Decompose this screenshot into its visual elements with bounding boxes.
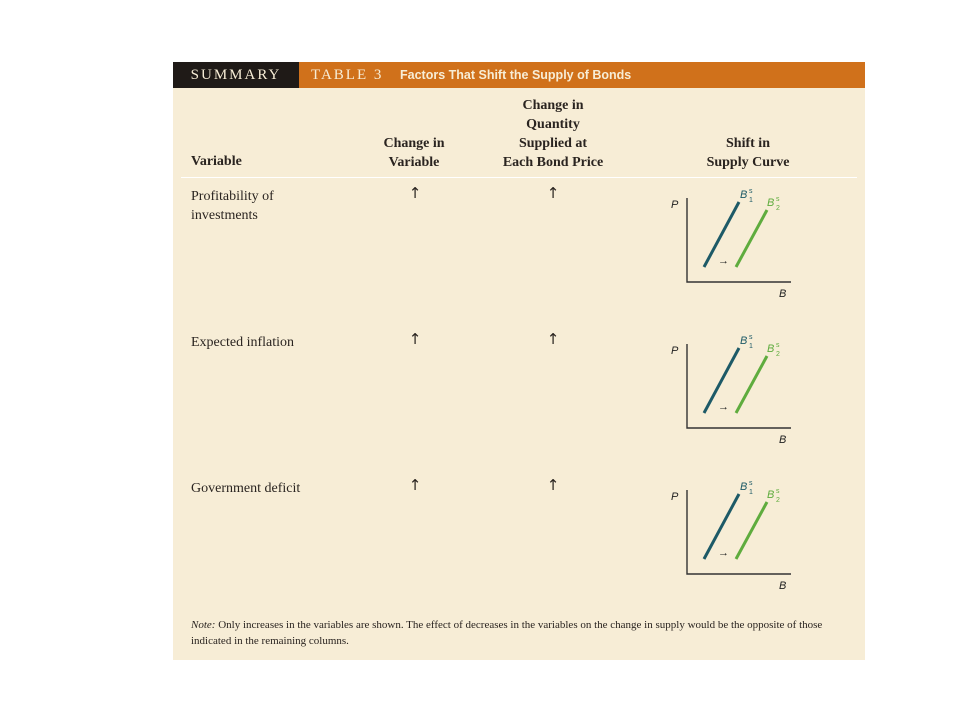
curve-2-sub: 2 xyxy=(776,351,780,358)
up-arrow-icon: ↑ xyxy=(408,184,422,202)
row-label-expected-inflation xyxy=(191,333,351,352)
up-arrow-icon: ↑ xyxy=(546,476,560,494)
curve-2-label: B xyxy=(767,343,775,355)
row-label-government-deficit xyxy=(191,479,351,498)
curve-1-sup: s xyxy=(749,334,753,341)
x-axis-label: B xyxy=(779,434,787,446)
curve-2-sup: s xyxy=(776,488,780,495)
supply-shift-graph xyxy=(663,182,803,302)
x-axis-label: B xyxy=(779,288,787,300)
col-header-variable xyxy=(191,152,242,171)
supply-curve-2 xyxy=(736,356,767,413)
summary-label: SUMMARY xyxy=(173,62,299,88)
curve-1-label: B xyxy=(740,189,748,201)
row-label-line: Government deficit xyxy=(191,481,301,496)
y-axis-label: P xyxy=(671,199,679,211)
up-arrow-icon: ↑ xyxy=(408,330,422,348)
curve-2-sub: 2 xyxy=(776,205,780,212)
curve-1-label: B xyxy=(740,335,748,347)
table-title-bar xyxy=(173,62,865,88)
note-lead: Note: xyxy=(191,619,216,631)
table-number: TABLE 3 xyxy=(311,67,384,83)
curve-2-sub: 2 xyxy=(776,497,780,504)
col-header-quantity-line2: Quantity xyxy=(526,117,580,132)
x-axis-label: B xyxy=(779,580,787,592)
col-header-change-in-quantity xyxy=(483,96,623,172)
supply-shift-graph xyxy=(663,474,803,594)
curve-1-label: B xyxy=(740,481,748,493)
shift-arrow-icon: → xyxy=(718,401,729,413)
col-header-change-line2: Variable xyxy=(388,155,440,170)
supply-curve-2 xyxy=(736,502,767,559)
up-arrow-icon: ↑ xyxy=(546,330,560,348)
col-header-shift-line1: Shift in xyxy=(726,136,770,151)
col-header-change-in-variable xyxy=(369,134,459,172)
y-axis-label: P xyxy=(671,345,679,357)
curve-2-sup: s xyxy=(776,342,780,349)
header-divider xyxy=(181,177,857,178)
col-header-change-line1: Change in xyxy=(383,136,445,151)
curve-1-sub: 1 xyxy=(749,489,753,496)
y-axis-label: P xyxy=(671,491,679,503)
col-header-shift xyxy=(683,134,813,172)
shift-arrow-icon: → xyxy=(718,547,729,559)
table-note xyxy=(191,617,851,649)
up-arrow-icon: ↑ xyxy=(408,476,422,494)
row-label-profitability xyxy=(191,187,351,225)
up-arrow-icon: ↑ xyxy=(546,184,560,202)
curve-1-sup: s xyxy=(749,480,753,487)
col-header-variable-text: Variable xyxy=(191,154,242,169)
curve-1-sub: 1 xyxy=(749,343,753,350)
shift-arrow-icon: → xyxy=(718,255,729,267)
curve-2-sup: s xyxy=(776,196,780,203)
table-title: Factors That Shift the Supply of Bonds xyxy=(400,68,632,82)
col-header-shift-line2: Supply Curve xyxy=(706,155,790,170)
row-label-line: Expected inflation xyxy=(191,335,295,350)
row-label-line: Profitability of xyxy=(191,189,274,204)
supply-curve-2 xyxy=(736,210,767,267)
row-label-line: investments xyxy=(191,208,258,223)
curve-1-sup: s xyxy=(749,188,753,195)
curve-2-label: B xyxy=(767,197,775,209)
note-text: Only increases in the variables are shown. The effect of decreases in the variables on the change in supply would be the opposite of those indicated in the remaining columns. xyxy=(191,619,823,647)
curve-2-label: B xyxy=(767,489,775,501)
curve-1-sub: 1 xyxy=(749,197,753,204)
summary-table-panel xyxy=(173,62,865,660)
supply-shift-graph xyxy=(663,328,803,448)
col-header-quantity-line4: Each Bond Price xyxy=(502,155,604,170)
col-header-quantity-line1: Change in xyxy=(522,98,584,113)
col-header-quantity-line3: Supplied at xyxy=(518,136,588,151)
